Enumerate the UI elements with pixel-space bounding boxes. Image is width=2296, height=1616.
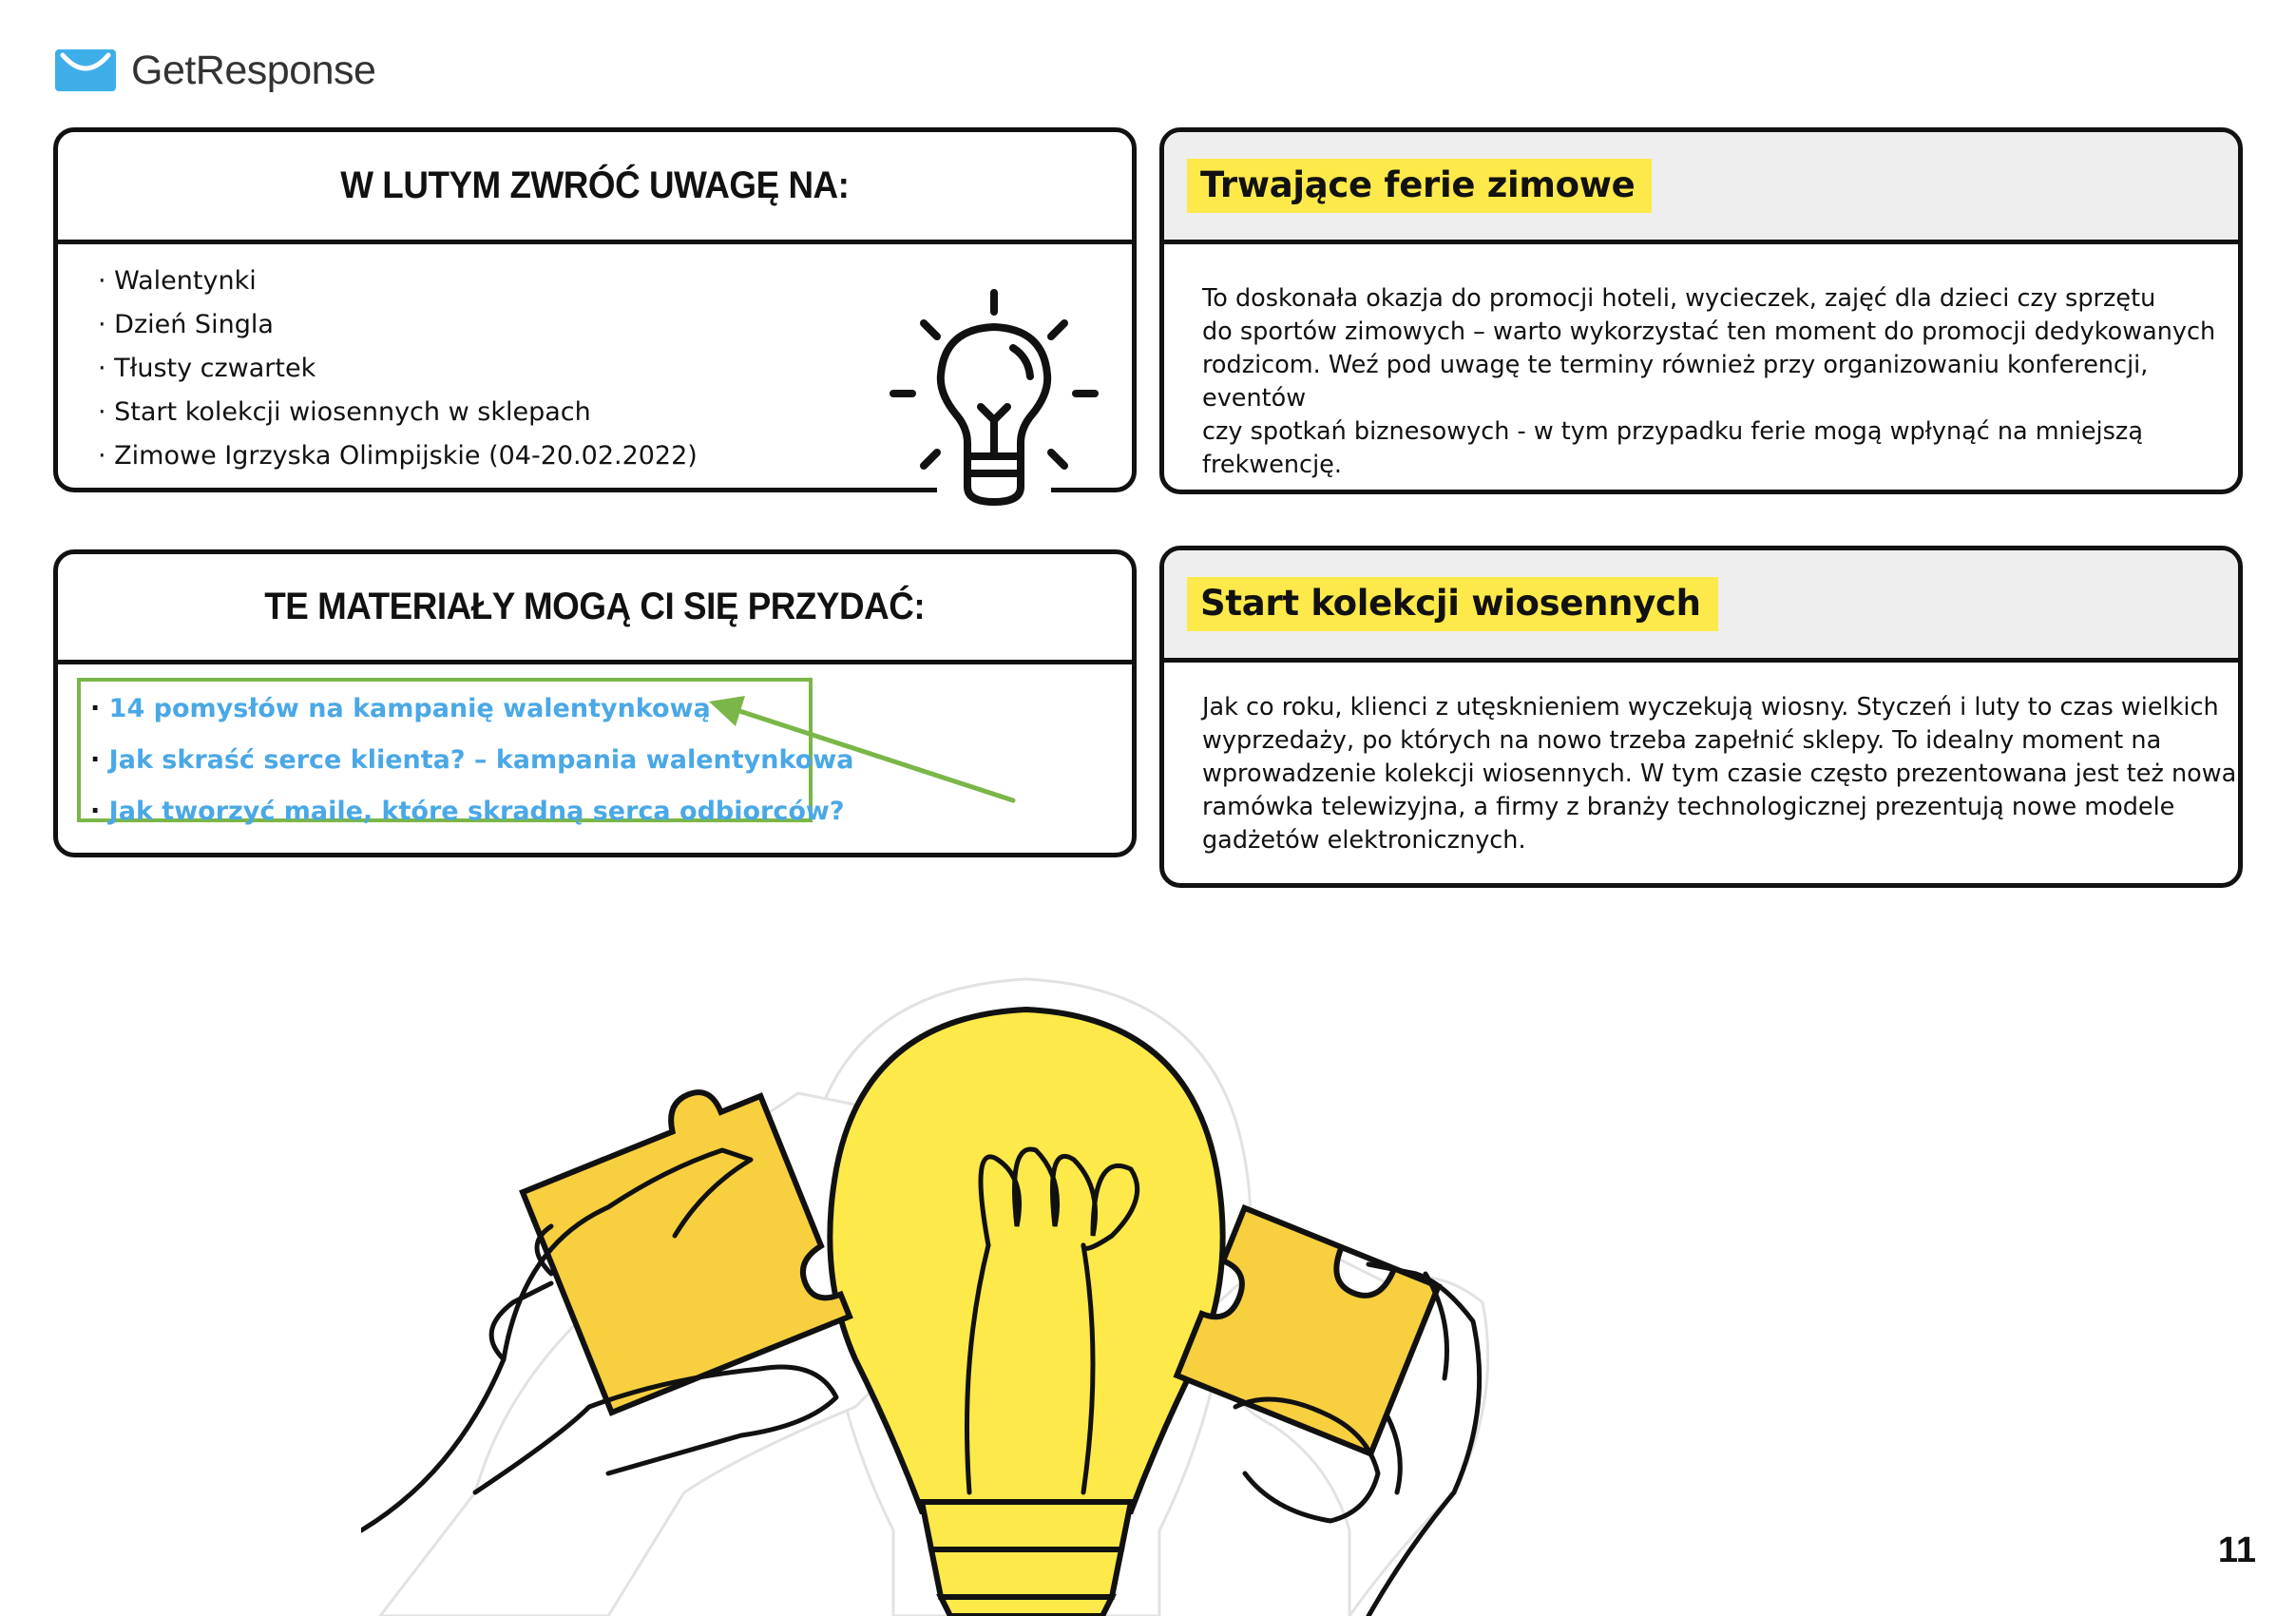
lightbulb-icon [880,285,1108,513]
bullet: · [90,745,101,775]
envelope-logo-icon [55,49,116,91]
text-line: wprowadzenie kolekcji wiosennych. W tym czasie często prezentowana jest też nowa [1202,760,2237,788]
text-line: do sportów zimowych – warto wykorzystać ten moment do promocji dedykowanych [1202,317,2216,346]
text-line: frekwencję. [1202,451,1342,479]
card-header [1164,132,2238,244]
card-body-text [1202,282,2238,482]
list-item: · Tłusty czwartek [98,354,316,383]
bullet: · [90,797,101,826]
events-list [98,260,698,478]
getresponse-logo[interactable] [55,49,375,91]
bulb-glass [830,1010,1222,1511]
card-title: W LUTYM ZWRÓĆ UWAGĘ NA: [340,164,850,206]
text-line: czy spotkań biznesowych - w tym przypadku ferie mogą wpłynąć na mniejszą [1202,417,2143,446]
text-line: gadżetów elektronicznych. [1202,826,1526,855]
card-header [1164,550,2238,663]
link-text[interactable]: Jak skraść serce klienta? – kampania walentynkowa [108,745,854,775]
list-item: · Dzień Singla [98,310,274,339]
illustration-bulb-puzzle [361,960,1730,1616]
card-winter-holidays [1159,127,2243,494]
card-spring-collection [1159,546,2243,888]
card-body-text [1202,691,2236,857]
card-header [58,554,1132,664]
annotation-arrow-icon [703,686,1026,810]
list-item: · Walentynki [98,266,257,296]
card-title: Trwające ferie zimowe [1187,159,1652,213]
text-line: Jak co roku, klienci z utęsknieniem wyczekują wiosny. Styczeń i luty to czas wielkich [1202,693,2219,721]
list-item: · Start kolekcji wiosennych w sklepach [98,397,591,427]
card-header [58,132,1132,244]
text-line: rodzicom. Weź pod uwagę te terminy również przy organizowaniu konferencji, eventów [1202,351,2149,413]
list-item: · Zimowe Igrzyska Olimpijskie (04-20.02.2022) [98,441,698,471]
card-title: Start kolekcji wiosennych [1187,577,1718,631]
page-number: 11 [2217,1530,2256,1570]
link-text[interactable]: Jak tworzyć maile, które skradną serca odbiorców? [108,797,845,826]
logo-text: GetResponse [131,47,376,93]
text-line: To doskonała okazja do promocji hoteli, wycieczek, zajęć dla dzieci czy sprzętu [1202,284,2156,313]
link-text[interactable]: 14 pomysłów na kampanię walentynkową [108,694,711,723]
text-line: wyprzedaży, po których na nowo trzeba zapełnić sklepy. To idealny moment na [1202,726,2162,755]
text-line: ramówka telewizyjna, a firmy z branży technologicznej prezentują nowe modele [1202,793,2175,821]
bullet: · [90,694,101,723]
card-title: TE MATERIAŁY MOGĄ CI SIĘ PRZYDAĆ: [264,586,926,627]
